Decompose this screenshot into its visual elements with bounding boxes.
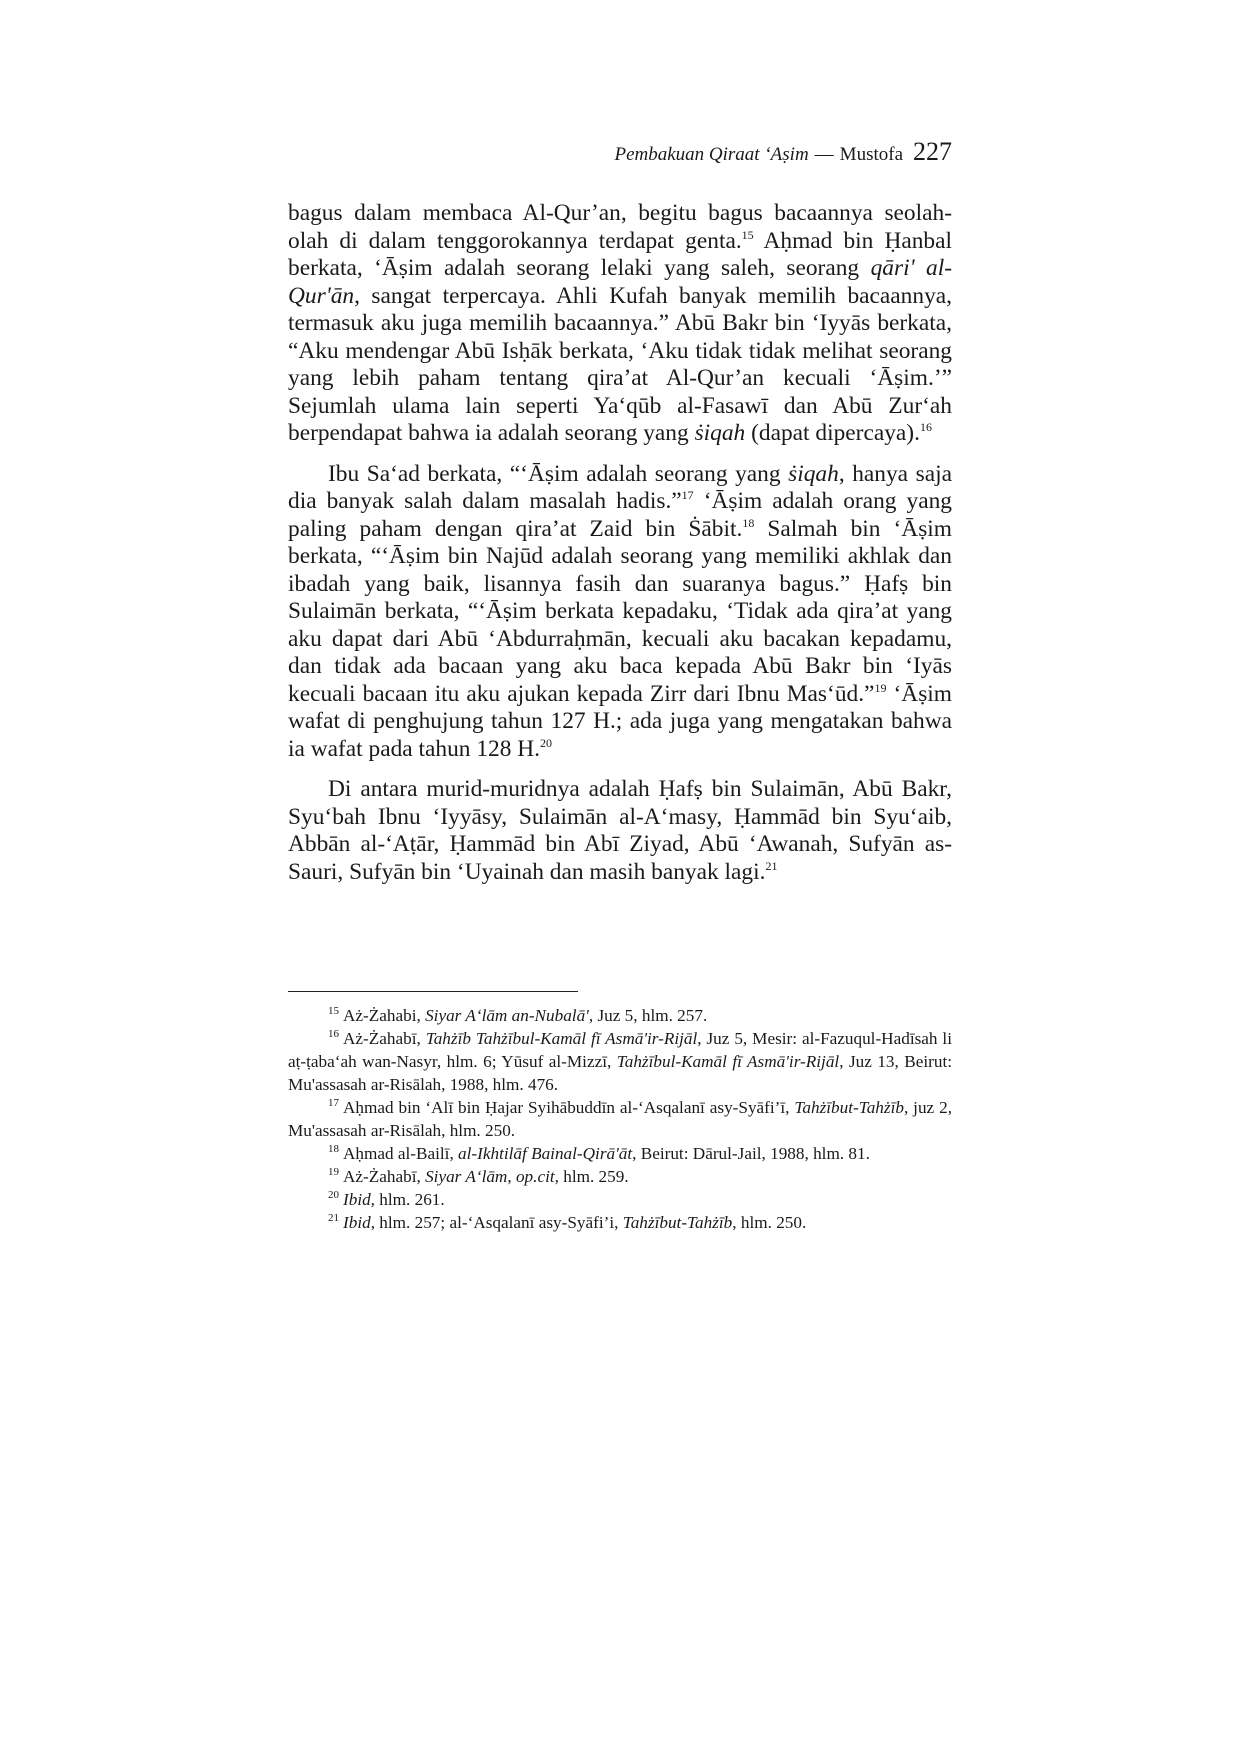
text-run: Aż-Żahabī, — [343, 1167, 426, 1186]
text-run: , Juz 5, Mesir: al-Fazuqul-Hadīsah li aṭ-ṭaba‘ah wan-Nasyr, hlm. 6; Yūsuf al-Mizzī, — [288, 1029, 952, 1071]
footnote-reference: 19 — [874, 680, 887, 695]
footnote — [288, 1142, 952, 1165]
footnotes — [288, 1004, 952, 1234]
text-run: hlm. 261. — [374, 1190, 445, 1209]
italic-text: Tahżībut-Tahżīb — [622, 1213, 733, 1232]
text-run: ‘Āṣim adalah orang yang paling paham dengan qira’at Zaid bin Ṡābit. — [288, 488, 952, 542]
footnote — [288, 1096, 952, 1142]
running-author: Mustofa — [839, 144, 903, 165]
text-run: Aż-Żahabi, — [343, 1006, 426, 1025]
running-title: Pembakuan Qiraat ‘Aṣim — [614, 144, 809, 165]
italic-text: Siyar A‘lām — [425, 1167, 508, 1186]
footnote-number: 19 — [328, 1166, 339, 1179]
italic-text: Tahżībut-Tahżīb — [794, 1098, 904, 1117]
footnote-reference: 21 — [765, 858, 778, 873]
text-run: Aḥmad al-Bailī, — [343, 1144, 459, 1163]
footnote — [288, 1211, 952, 1234]
header-dash: — — [814, 144, 834, 165]
text-run: , hlm. 257; al-‘Asqalanī asy-Syāfi’i, — [370, 1213, 623, 1232]
footnote — [288, 1188, 952, 1211]
text-run: Aḥmad bin ‘Alī bin Ḥajar Syihābuddīn al-‘Asqalanī asy-Syāfi’ī, — [343, 1098, 795, 1117]
text-run: , Juz 13, Beirut: Mu'assasah ar-Risālah, 1988, hlm. 476. — [288, 1052, 952, 1094]
text-run: , hanya saja dia banyak salah dalam masalah hadis.” — [288, 460, 952, 514]
italic-text: Ibid, — [343, 1190, 375, 1209]
footnote-number: 15 — [328, 1005, 339, 1018]
italic-text: ṡiqah — [694, 420, 746, 446]
footnote-reference: 15 — [741, 227, 754, 242]
text-run: , Juz 5, hlm. 257. — [588, 1006, 708, 1025]
footnote — [288, 1004, 952, 1027]
body-paragraph — [288, 776, 952, 886]
footnote-reference: 16 — [919, 420, 932, 435]
text-run: Aḥmad bin Ḥanbal berkata, ‘Āṣim adalah seorang lelaki yang saleh, seorang — [288, 227, 952, 281]
text-run: Ibu Sa‘ad berkata, “‘Āṣim adalah seorang yang — [328, 460, 789, 487]
footnote-number: 17 — [328, 1097, 339, 1110]
text-run: , Beirut: Dārul-Jail, 1988, hlm. 81. — [632, 1144, 870, 1163]
text-run: , — [507, 1167, 516, 1186]
footnote-reference: 20 — [540, 735, 553, 750]
main-body-text — [288, 200, 952, 899]
italic-text: al-Ikhtilāf Bainal-Qirā'āt — [458, 1144, 633, 1163]
footnote-number: 16 — [328, 1028, 339, 1041]
footnote-separator — [288, 991, 578, 992]
italic-text: qāri' al-Qur'ān — [288, 255, 953, 309]
footnote-number: 21 — [328, 1212, 339, 1225]
footnote-reference: 18 — [742, 515, 755, 530]
page-number: 227 — [913, 137, 952, 166]
italic-text: Siyar A‘lām an-Nubalā' — [425, 1006, 589, 1025]
footnote-reference: 17 — [681, 488, 694, 503]
body-paragraph — [288, 461, 952, 764]
italic-text: Ibid — [343, 1213, 371, 1232]
text-run: ‘Āṣim wafat di penghujung tahun 127 H.; ada juga yang mengatakan bahwa ia wafat pada tahun 128 H. — [288, 680, 952, 762]
text-run: Aż-Żahabī, — [343, 1029, 426, 1048]
text-run: Salmah bin ‘Āṣim berkata, “‘Āṣim bin Najūd adalah seorang yang memiliki akhlak dan ibadah yang baik, lisannya fasih dan suaranya bagus.” Ḥafṣ bin Sulaimān berkata, “‘Āṣim berkata kepadaku, ‘Tidak ada qira’at yang aku dapat dari Abū ‘Abdurraḥmān, kecuali aku bacakan kepadamu, dan tidak ada bacaan yang aku baca kepada Abū Bakr bin ‘Iyās kecuali bacaan itu aku ajukan kepada Zirr dari Ibnu Mas‘ūd.” — [288, 515, 952, 707]
body-paragraph — [288, 200, 952, 448]
text-run: , hlm. 250. — [732, 1213, 807, 1232]
footnote — [288, 1027, 952, 1096]
text-run: Di antara murid-muridnya adalah Ḥafṣ bin Sulaimān, Abū Bakr, Syu‘bah Ibnu ‘Iyyāsy, Sulaimān al-A‘masy, Ḥammād bin Syu‘aib, Abbān al-‘Aṭār, Ḥammād bin Abī Ziyad, Abū ‘Awanah, Sufyān as-Sauri, Sufyān bin ‘Uyainah dan masih banyak lagi. — [288, 776, 952, 885]
italic-text: Tahżībul-Kamāl fī Asmā'ir-Rijāl — [616, 1052, 840, 1071]
text-run: , hlm. 259. — [554, 1167, 629, 1186]
text-run: , sangat terpercaya. Ahli Kufah banyak memilih bacaannya, termasuk aku juga memilih bacaannya.” Abū Bakr bin ‘Iyyās berkata, “Aku mendengar Abū Isḥāk berkata, ‘Aku tidak tidak melihat seorang yang lebih paham tentang qira’at Al-Qur’an kecuali ‘Āṣim.’” Sejumlah ulama lain seperti Ya‘qūb al-Fasawī dan Abū Zur‘ah berpendapat bahwa ia adalah seorang yang — [288, 282, 952, 446]
footnote-number: 20 — [328, 1189, 339, 1202]
text-run: bagus dalam membaca Al-Qur’an, begitu bagus bacaannya seolah-olah di dalam tenggorokannya terdapat genta. — [288, 200, 952, 254]
italic-text: Tahżīb Tahżībul-Kamāl fī Asmā'ir-Rijāl — [425, 1029, 698, 1048]
text-run: (dapat dipercaya). — [745, 420, 920, 446]
text-run: , juz 2, Mu'assasah ar-Risālah, hlm. 250. — [288, 1098, 953, 1140]
italic-text: ṡiqah — [788, 460, 839, 487]
footnote-number: 18 — [328, 1143, 339, 1156]
italic-text: op.cit — [515, 1167, 555, 1186]
footnote — [288, 1165, 952, 1188]
running-header — [288, 137, 952, 167]
